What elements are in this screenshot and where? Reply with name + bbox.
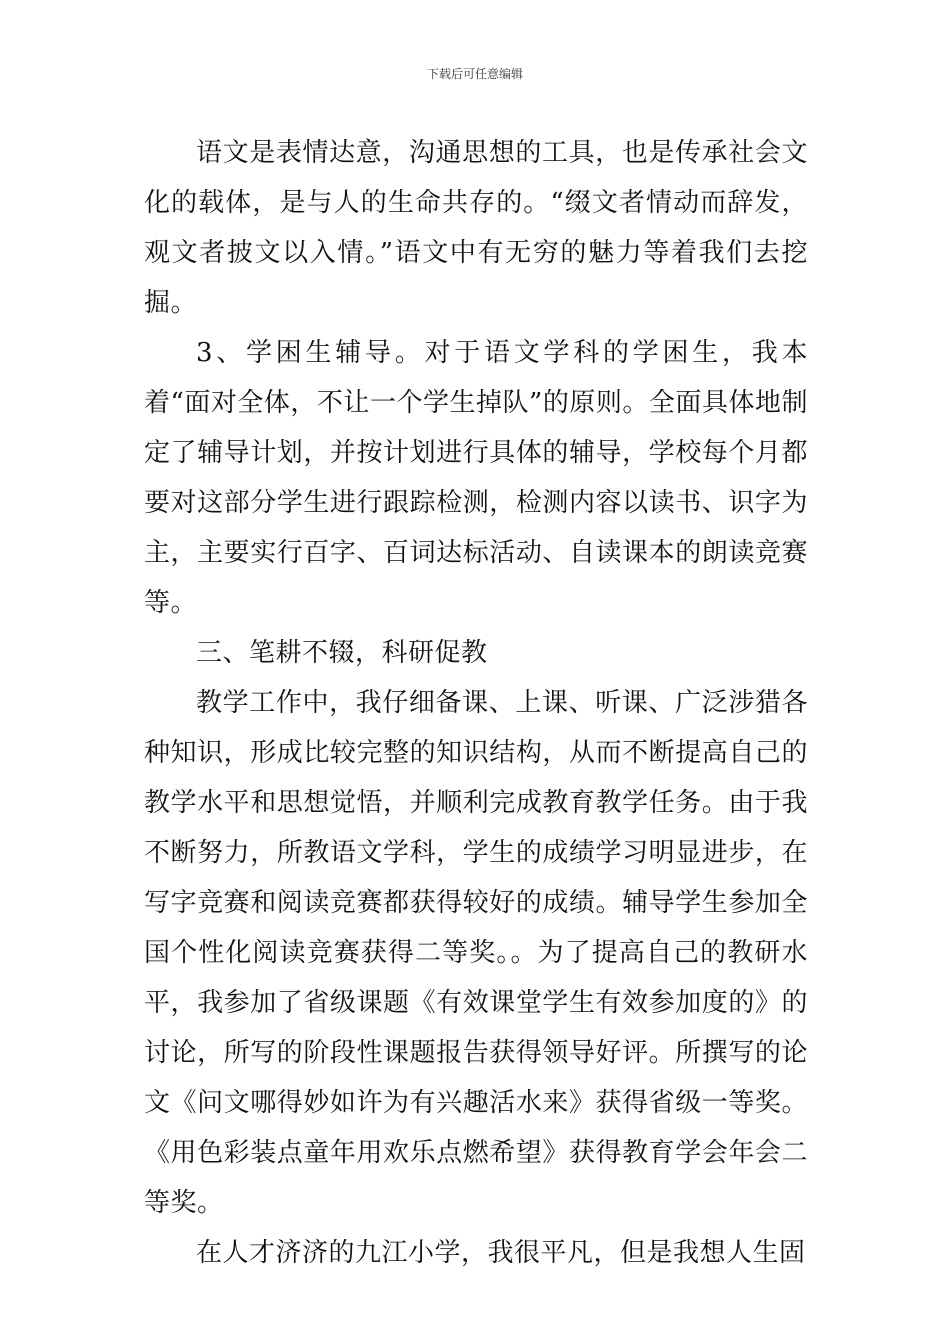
page-header: 下载后可任意编辑 bbox=[426, 67, 523, 81]
section-heading-research: 三、笔耕不辍，科研促教 bbox=[196, 638, 488, 668]
paragraph-closing: 在人才济济的九江小学，我很平凡，但是我想人生固 bbox=[196, 1238, 806, 1268]
paragraph-teaching-work: 教学工作中，我仔细备课、上课、听课、广泛涉猎各种知识，形成比较完整的知识结构，从而不断提高自己的教学水平和思想觉悟，并顺利完成教育教学任务。由于我不断努力，所教语文学科，学生的成绩学习明显进步，在写字竞赛和阅读竞赛都获得较好的成绩。辅导学生参加全国个性化阅读竞赛获得二等奖。。为了提高自己的教研水平，我参加了省级课题《有效课堂学生有效参加度的》的讨论，所写的阶段性课题报告获得领导好评。所撰写的论文《问文哪得妙如许为有兴趣活水来》获得省级一等奖。《用色彩装点童年用欢乐点燃希望》获得教育学会年会二等奖。 bbox=[144, 688, 808, 1218]
document-body bbox=[144, 128, 808, 1278]
paragraph-struggling-students: 3、学困生辅导。对于语文学科的学困生，我本着“面对全体，不让一个学生掉队”的原则。全面具体地制定了辅导计划，并按计划进行具体的辅导，学校每个月都要对这部分学生进行跟踪检测，检测内容以读书、识字为主，主要实行百字、百词达标活动、自读课本的朗读竞赛等。 bbox=[144, 338, 808, 618]
paragraph-language-value: 语文是表情达意，沟通思想的工具，也是传承社会文化的载体，是与人的生命共存的。“缀文者情动而辞发，观文者披文以入情。”语文中有无穷的魅力等着我们去挖掘。 bbox=[144, 138, 808, 318]
